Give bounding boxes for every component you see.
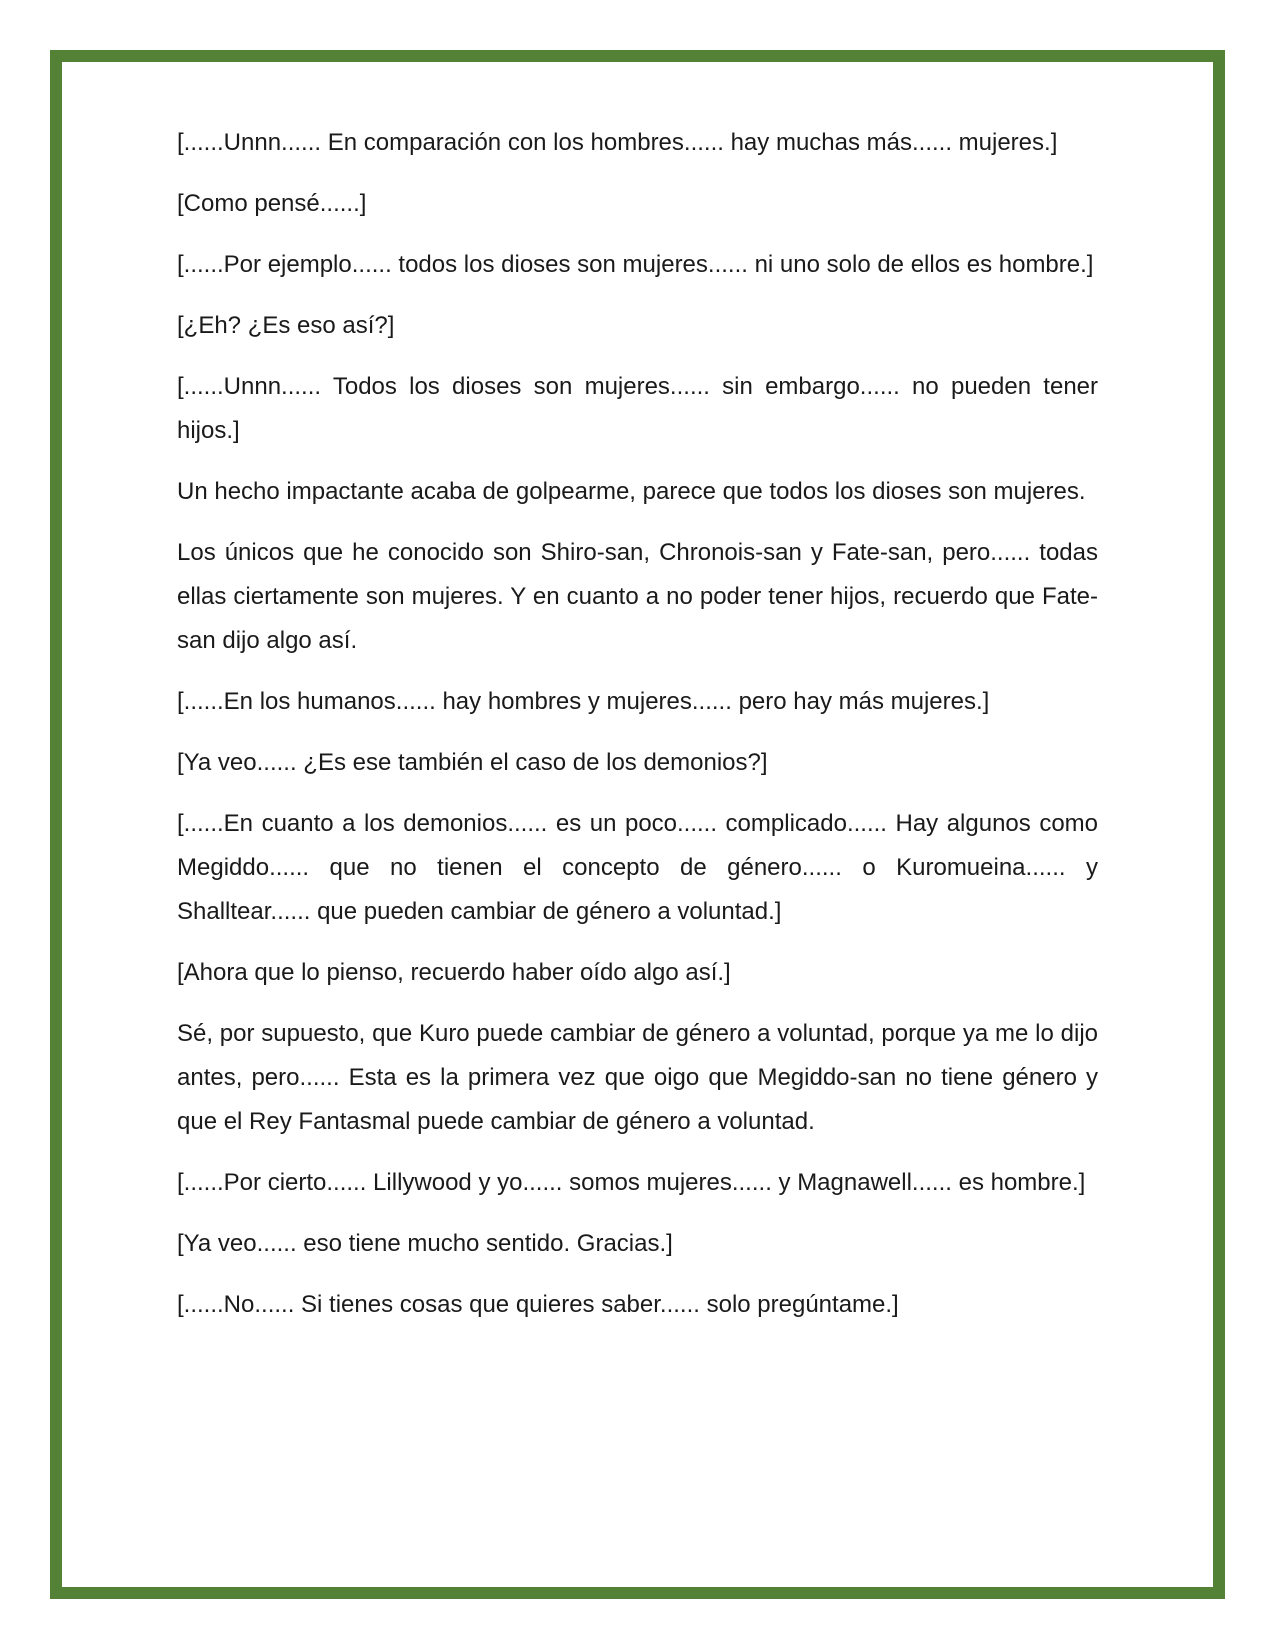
paragraph-5: [......Unnn...... Todos los dioses son mujeres...... sin embargo...... no pueden tener hijos.] <box>177 373 1098 444</box>
paragraph-7: Los únicos que he conocido son Shiro-san, Chronois-san y Fate-san, pero...... todas ellas ciertamente son mujeres. Y en cuanto a no poder tener hijos, recuerdo que Fate-san dijo algo así. <box>177 539 1098 654</box>
paragraph-10: [......En cuanto a los demonios...... es un poco...... complicado...... Hay algunos como Megiddo...... que no tienen el concepto de género...... o Kuromueina...... y Shalltear...... que pueden cambiar de género a voluntad.] <box>177 810 1098 925</box>
document-body <box>177 121 1098 1344</box>
paragraph-8: [......En los humanos...... hay hombres y mujeres...... pero hay más mujeres.] <box>177 688 990 715</box>
paragraph-12: Sé, por supuesto, que Kuro puede cambiar de género a voluntad, porque ya me lo dijo antes, pero...... Esta es la primera vez que oigo que Megiddo-san no tiene género y que el Rey Fantasmal puede cambiar de género a voluntad. <box>177 1020 1098 1135</box>
paragraph-9: [Ya veo...... ¿Es ese también el caso de los demonios?] <box>177 749 768 776</box>
paragraph-13: [......Por cierto...... Lillywood y yo...... somos mujeres...... y Magnawell...... es hombre.] <box>177 1169 1086 1196</box>
paragraph-11: [Ahora que lo pienso, recuerdo haber oído algo así.] <box>177 959 731 986</box>
paragraph-2: [Como pensé......] <box>177 190 367 217</box>
paragraph-4: [¿Eh? ¿Es eso así?] <box>177 312 395 339</box>
paragraph-6: Un hecho impactante acaba de golpearme, parece que todos los dioses son mujeres. <box>177 478 1086 505</box>
paragraph-14: [Ya veo...... eso tiene mucho sentido. Gracias.] <box>177 1230 673 1257</box>
paragraph-3: [......Por ejemplo...... todos los dioses son mujeres...... ni uno solo de ellos es hombre.] <box>177 251 1094 278</box>
paragraph-15: [......No...... Si tienes cosas que quieres saber...... solo pregúntame.] <box>177 1291 899 1318</box>
paragraph-1: [......Unnn...... En comparación con los hombres...... hay muchas más...... mujeres.] <box>177 129 1058 156</box>
